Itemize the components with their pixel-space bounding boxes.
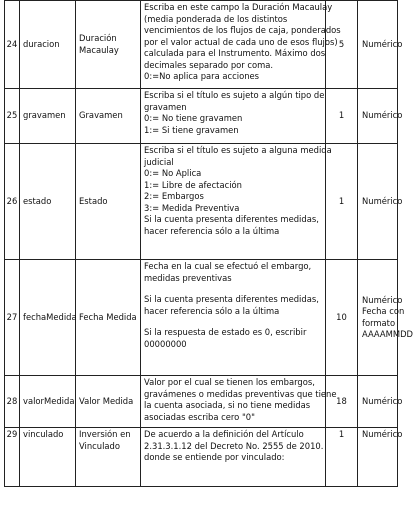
field-name: Fecha Medida [76,260,141,376]
field-name: Duración Macaulay [76,1,141,89]
field-code: vinculado [20,428,76,487]
row-number: 29 [5,428,20,487]
field-name: Valor Medida [76,376,141,428]
field-length: 1 [326,428,358,487]
field-code: estado [20,144,76,260]
row-number: 24 [5,1,20,89]
field-type: Numérico [358,428,398,487]
row-number: 28 [5,376,20,428]
table-row [5,260,398,376]
field-description: Escriba si el título es sujeto a alguna medida judicial 0:= No Aplica 1:= Libre de afectación 2:= Embargos 3:= Medida Preventiva Si la cuenta presenta diferentes medidas, hacer referencia sólo a la última [141,144,326,260]
field-code: fechaMedida [20,260,76,376]
field-type: Numérico Fecha con formato AAAAMMDD [358,260,398,376]
field-code: duracion [20,1,76,89]
field-type: Numérico [358,1,398,89]
table-row [5,89,398,144]
table-row [5,428,398,487]
field-type: Numérico [358,144,398,260]
field-length: 10 [326,260,358,376]
field-description: Fecha en la cual se efectuó el embargo, medidas preventivas Si la cuenta presenta diferentes medidas, hacer referencia sólo a la última Si la respuesta de estado es 0, escribir 00000000 [141,260,326,376]
field-length: 5 [326,1,358,89]
field-type: Numérico [358,376,398,428]
field-type: Numérico [358,89,398,144]
field-name: Inversión en Vinculado [76,428,141,487]
field-code: valorMedida [20,376,76,428]
field-spec-table [4,0,413,487]
table-row [5,1,398,89]
row-number: 26 [5,144,20,260]
field-description: Escriba en este campo la Duración Macaulay (media ponderada de los distintos vencimientos de los flujos de caja, ponderados por el valor actual de cada uno de esos flujos) calculada para el Instrumento. Máximo dos decimales separado por coma. 0:=No aplica para acciones [141,1,326,89]
table-row [5,376,398,428]
row-number: 27 [5,260,20,376]
field-length: 18 [326,376,358,428]
field-description: De acuerdo a la definición del Artículo 2.31.3.1.12 del Decreto No. 2555 de 2010. donde se entiende por vinculado: [141,428,326,487]
table-row [5,144,398,260]
field-length: 1 [326,89,358,144]
field-name: Estado [76,144,141,260]
field-code: gravamen [20,89,76,144]
field-description: Escriba si el título es sujeto a algún tipo de gravamen 0:= No tiene gravamen 1:= Si tiene gravamen [141,89,326,144]
field-length: 1 [326,144,358,260]
field-name: Gravamen [76,89,141,144]
row-number: 25 [5,89,20,144]
field-description: Valor por el cual se tienen los embargos, gravámenes o medidas preventivas que tiene la cuenta asociada, si no tiene medidas asociadas escriba cero "0" [141,376,326,428]
